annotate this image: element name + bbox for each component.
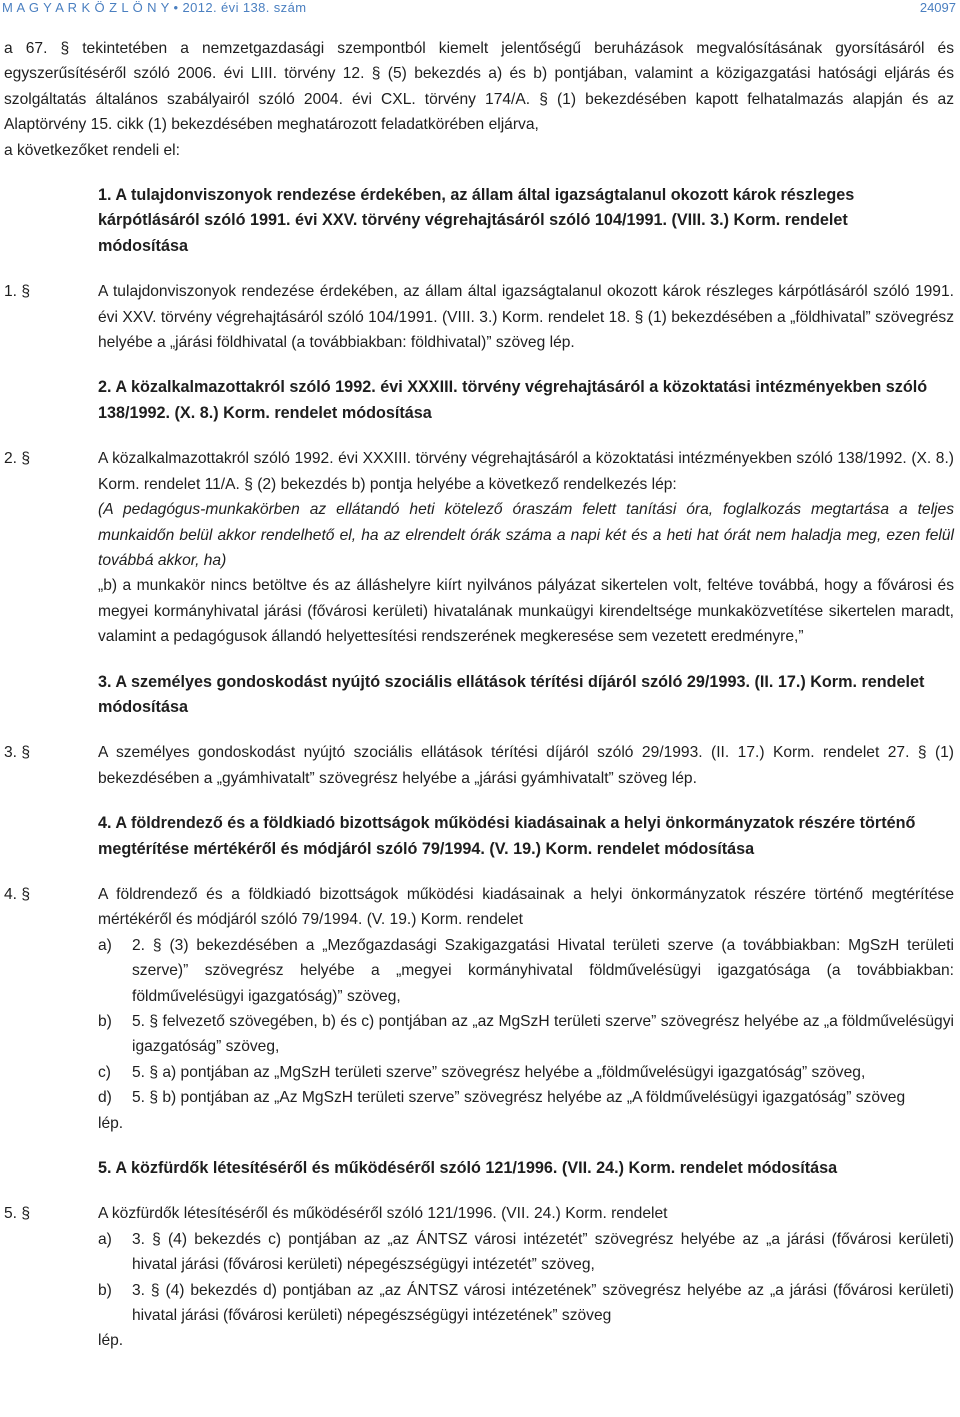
section-heading-4: 4. A földrendező és a földkiadó bizottságok működési kiadásainak a helyi önkormányzatok részére történő megtérítése mértékéről és módjáról szóló 79/1994. (V. 19.) Korm. rendelet módosítása	[98, 814, 916, 858]
document-body	[4, 36, 954, 1374]
list-item	[98, 1227, 954, 1278]
list-item-text: 3. § (4) bekezdés d) pontjában az „az ÁNTSZ városi intézetének” szövegrész helyébe az „a járási (fővárosi kerületi) hivatal járási (fővárosi kerületi) népegészségügyi intézetének” szöveg	[132, 1281, 954, 1325]
article-number: 1. §	[4, 283, 31, 301]
article-1	[4, 279, 954, 355]
section-heading-3: 3. A személyes gondoskodást nyújtó szociális ellátások térítési díjáról szóló 29/1993. (II. 17.) Korm. rendelet módosítása	[98, 672, 925, 716]
list-item-text: 5. § a) pontjában az „MgSzH területi szerve” szövegrész helyébe a „földművelésügyi igazgatóság” szöveg,	[132, 1063, 866, 1081]
list-item-label: a)	[98, 936, 112, 954]
journal-title: M A G Y A R K Ö Z L Ö N Y • 2012. évi 138. szám	[2, 0, 307, 15]
article-text: A földrendező és a földkiadó bizottságok működési kiadásainak a helyi önkormányzatok részére történő megtérítése mértékéről és módjáról szóló 79/1994. (V. 19.) Korm. rendelet	[98, 885, 954, 929]
list-item-label: d)	[98, 1089, 112, 1107]
list-item	[98, 1085, 954, 1110]
list-item-label: a)	[98, 1230, 112, 1248]
list-item	[98, 1060, 954, 1085]
list-item-label: c)	[98, 1063, 111, 1081]
section-heading-1: 1. A tulajdonviszonyok rendezése érdekében, az állam által igazságtalanul okozott károk részleges kárpótlásáról szóló 1991. évi XXV. törvény végrehajtásáról szóló 104/1991. (VIII. 3.) Korm. rendelet módosítása	[98, 186, 855, 255]
article-text: A közalkalmazottakról szóló 1992. évi XXXIII. törvény végrehajtásáról a közoktatási intézményekben szóló 138/1992. (X. 8.) Korm. rendelet 11/A. § (2) bekezdés b) pontja helyébe a következő rendelkezés lép:	[98, 450, 954, 493]
list-item-text: 5. § felvezető szövegében, b) és c) pontjában az „az MgSzH területi szerve” szövegrész helyébe az „a földművelésügyi igazgatóság” szöveg,	[132, 1013, 954, 1056]
list-item	[98, 1009, 954, 1060]
article-quoted-text: „b) a munkakör nincs betöltve és az álláshelyre kiírt nyilvános pályázat sikertelen volt, feltéve továbbá, hogy a fővárosi és megyei kormányhivatal járási (fővárosi kerületi) hivatalának munkaügyi kirendeltsége munkaközvetítése sikertelen maradt, valamint a pedagógusok állandó helyettesítési rendszerének megkeresése sem vezetett eredményre,”	[98, 577, 954, 646]
list-item-text: 3. § (4) bekezdés c) pontjában az „az ÁNTSZ városi intézetét” szövegrész helyébe az „a járási (fővárosi kerületi) hivatal járási (fővárosi kerületi) népegészségügyi intézetét” szöveg,	[132, 1230, 954, 1274]
article-3	[4, 740, 954, 791]
page-header	[2, 0, 956, 18]
list-item-text: 5. § b) pontjában az „Az MgSzH területi szerve” szövegrész helyébe az „A földművelésügyi igazgatóság” szöveg	[132, 1089, 906, 1107]
section-heading-2: 2. A közalkalmazottakról szóló 1992. évi XXXIII. törvény végrehajtásáról a közoktatási intézményekben szóló 138/1992. (X. 8.) Korm. rendelet módosítása	[98, 378, 928, 422]
page-number: 24097	[919, 0, 956, 15]
article-context-italic: (A pedagógus-munkakörben az ellátandó heti kötelező óraszám felett tanítási óra, foglalkozás megtartása a teljes munkaidőn belül akkor rendelhető el, ha az elrendelt órák száma a napi két és a heti hat órát nem haladja meg, ezen felül továbbá akkor, ha)	[98, 501, 954, 569]
article-2	[4, 446, 954, 649]
article-number: 2. §	[4, 450, 31, 468]
article-4	[4, 882, 954, 1136]
list-item-label: b)	[98, 1281, 112, 1299]
article-number: 4. §	[4, 885, 31, 903]
article-text: A közfürdők létesítéséről és működéséről szóló 121/1996. (VII. 24.) Korm. rendelet	[98, 1205, 668, 1223]
intro-enactment: a következőket rendeli el:	[4, 141, 180, 159]
list-item-text: 2. § (3) bekezdésében a „Mezőgazdasági Szakigazgatási Hivatal területi szerve (a továbbiakban: MgSzH területi szerve)” szövegrész helyébe a „megyei kormányhivatal földművelésügyi igazgatósága (a továbbiakban: földművelésügyi igazgatóság)” szöveg,	[132, 936, 954, 1005]
list-item-label: b)	[98, 1013, 112, 1030]
article-text: A személyes gondoskodást nyújtó szociális ellátások térítési díjáról szóló 29/1993. (II. 17.) Korm. rendelet 27. § (1) bekezdésében a „gyámhivatalt” szövegrész helyébe a „járási gyámhivatalt” szöveg lép.	[98, 744, 954, 787]
list-item	[98, 933, 954, 1009]
article-number: 5. §	[4, 1205, 31, 1223]
section-heading-5: 5. A közfürdők létesítéséről és működéséről szóló 121/1996. (VII. 24.) Korm. rendelet módosítása	[98, 1159, 838, 1178]
article-closing: lép.	[98, 1332, 124, 1350]
article-closing: lép.	[98, 1114, 124, 1132]
intro-paragraph: a 67. § tekintetében a nemzetgazdasági szempontból kiemelt jelentőségű beruházások megvalósításának gyorsításáról és egyszerűsítéséről szóló 2006. évi LIII. törvény 12. § (5) bekezdés a) és b) pontjában, valamint a közigazgatási hatósági eljárás és szolgáltatás általános szabályairól szóló 2004. évi CXL. törvény 174/A. § (1) bekezdésében kapott felhatalmazás alapján és az Alaptörvény 15. cikk (1) bekezdésében meghatározott feladatkörében eljárva,	[4, 40, 954, 134]
article-text: A tulajdonviszonyok rendezése érdekében, az állam által igazságtalanul okozott károk részleges kárpótlásáról szóló 1991. évi XXV. törvény végrehajtásáról szóló 104/1991. (VIII. 3.) Korm. rendelet 18. § (1) bekezdésében a „földhivatal” szövegrész helyébe a „járási földhivatal (a továbbiakban: földhivatal)” szöveg lép.	[98, 283, 954, 352]
list-item	[98, 1278, 954, 1329]
article-number: 3. §	[4, 744, 31, 762]
article-5	[4, 1201, 954, 1353]
